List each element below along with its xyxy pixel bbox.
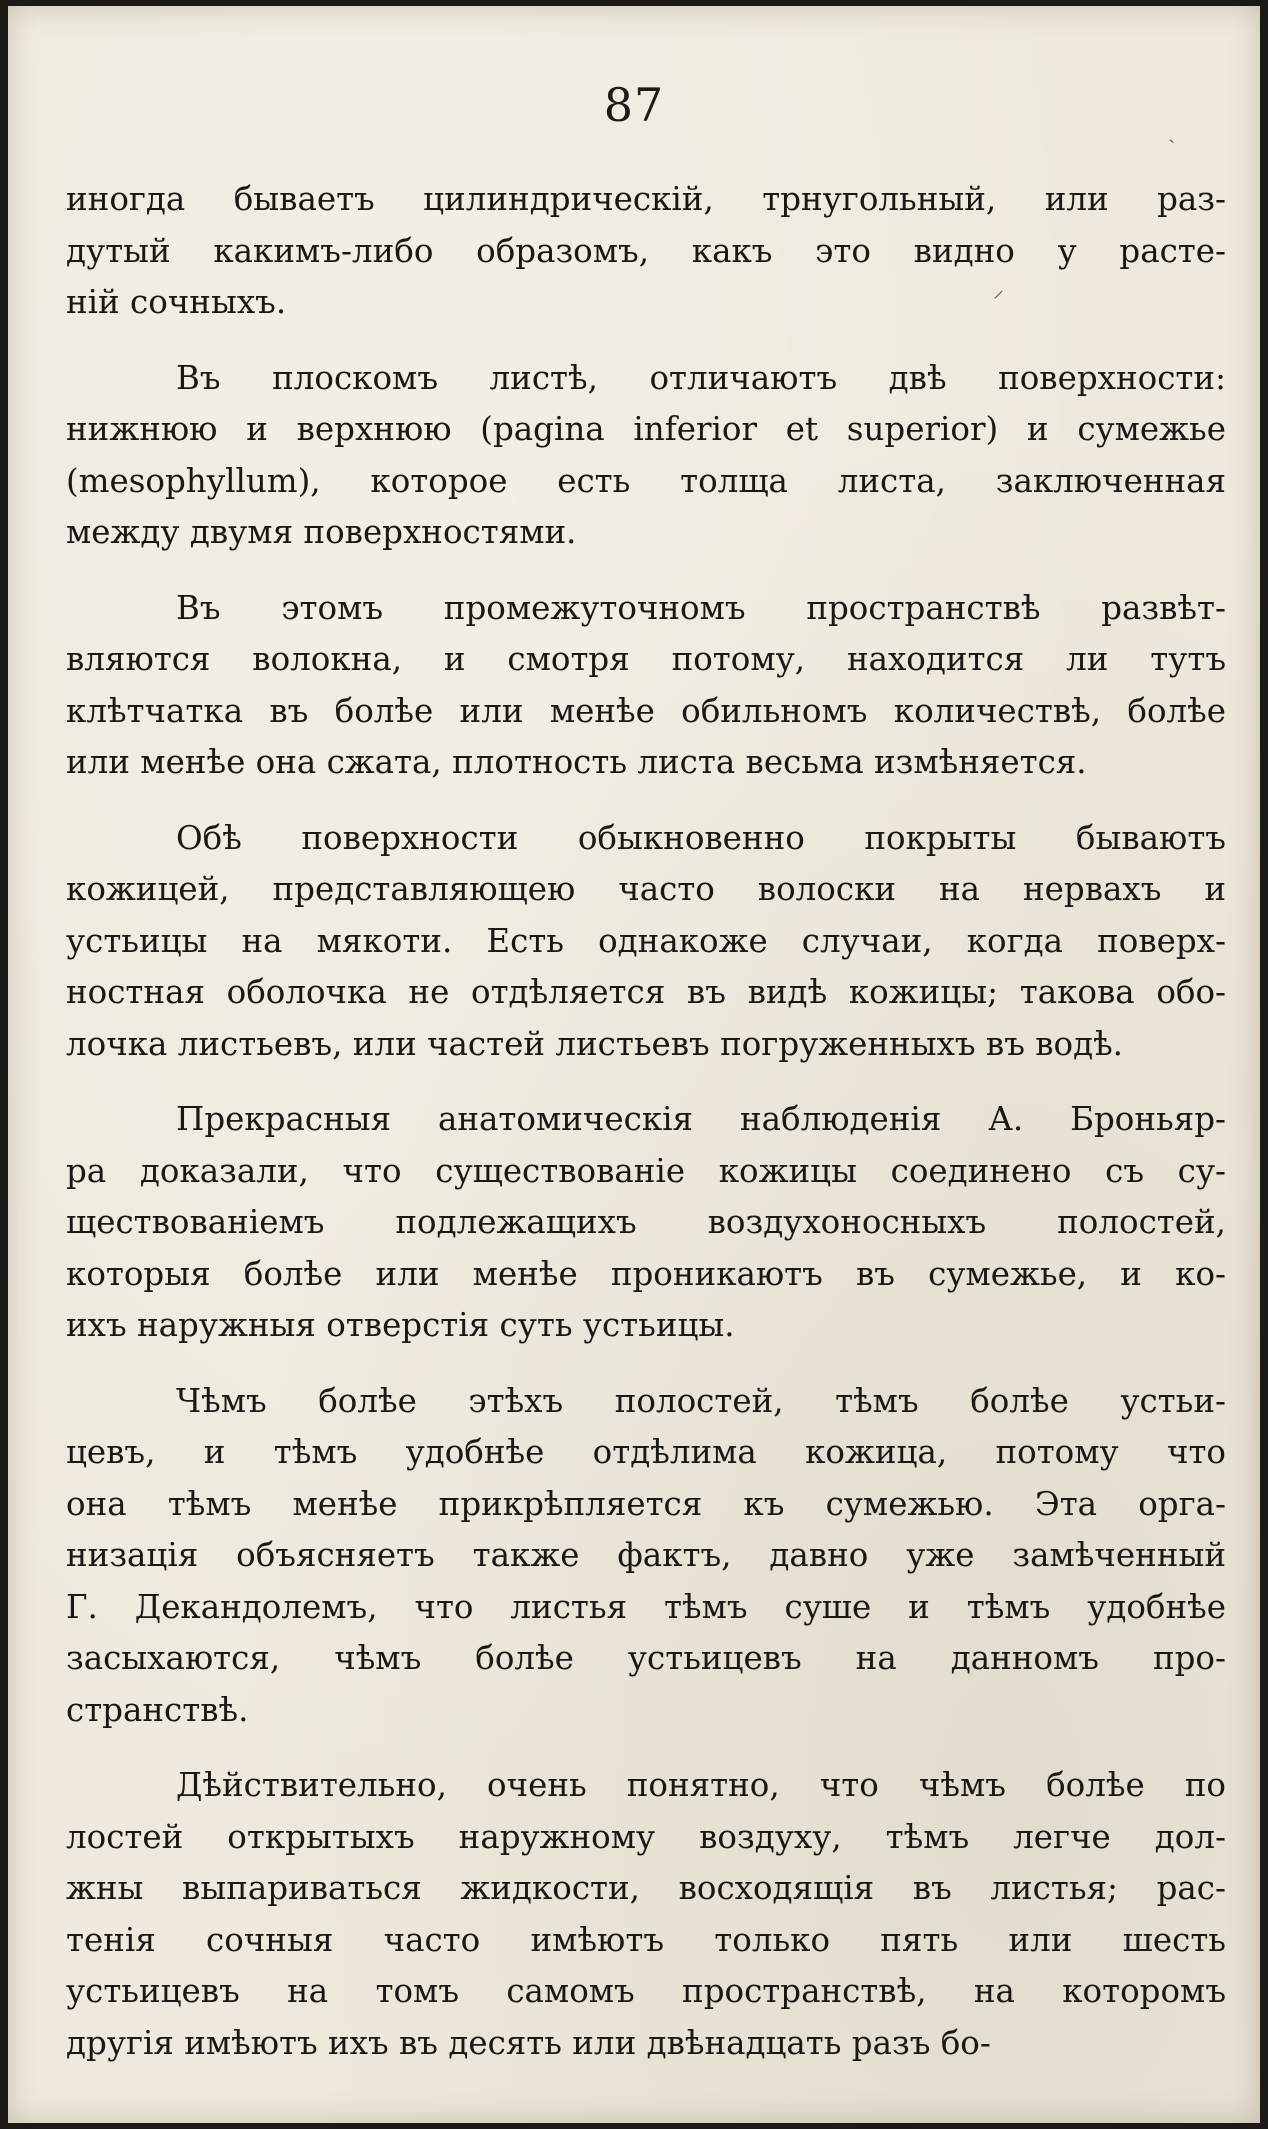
text-line: между двумя поверхностями.	[66, 513, 577, 551]
text-line: лостей открытыхъ наружному воздуху, тѣмъ легче дол-	[66, 1817, 1226, 1856]
text-line: засыхаются, чѣмъ болѣе устьицевъ на данномъ про-	[66, 1639, 1226, 1677]
text-line: ній сочныхъ.	[66, 283, 287, 321]
text-line: ихъ наружныя отверстія суть устьицы.	[66, 1306, 735, 1344]
text-line: Чѣмъ болѣе этѣхъ полостей, тѣмъ болѣе устьи-	[176, 1381, 1226, 1420]
text-line: тенія сочныя часто имѣютъ только пять или шесть	[66, 1920, 1226, 1959]
text-line: другія имѣютъ ихъ въ десять или двѣнадцать разъ бо-	[66, 2023, 991, 2062]
text-line: кожицей, представляющею часто волоски на нервахъ и	[66, 870, 1226, 908]
ink-mark: ˏ	[1168, 119, 1176, 144]
paragraph	[66, 583, 1226, 789]
paragraph	[66, 813, 1226, 1071]
text-line: или менѣе она сжата, плотность листа весьма измѣняется.	[66, 743, 1087, 781]
paragraph	[66, 174, 1226, 329]
text-line: низація объясняетъ также фактъ, давно уже замѣченный	[66, 1536, 1226, 1574]
paragraph	[66, 1094, 1226, 1352]
text-line: жны выпариваться жидкости, восходящія въ листья; рас-	[66, 1869, 1226, 1907]
ink-mark: ⸝	[993, 278, 1005, 303]
paragraph	[66, 353, 1226, 559]
text-line: ществованіемъ подлежащихъ воздухоносныхъ полостей,	[66, 1203, 1226, 1241]
text-line: лочка листьевъ, или частей листьевъ погруженныхъ въ водѣ.	[66, 1024, 1124, 1063]
text-line: Прекрасныя анатомическія наблюденія А. Броньяр-	[176, 1100, 1226, 1138]
text-line: цевъ, и тѣмъ удобнѣе отдѣлима кожица, потому что	[66, 1433, 1226, 1471]
text-line: ностная оболочка не отдѣляется въ видѣ кожицы; такова обо-	[66, 973, 1226, 1011]
text-line: ра доказали, что существованіе кожицы соединено съ су-	[66, 1151, 1226, 1190]
page-number: 87	[603, 78, 665, 132]
paragraph	[66, 1376, 1226, 1737]
text-line: устьицевъ на томъ самомъ пространствѣ, на которомъ	[66, 1972, 1226, 2010]
text-line: устьицы на мякоти. Есть однакоже случаи, когда поверх-	[66, 921, 1226, 960]
text-line: Въ плоскомъ листѣ, отличаютъ двѣ поверхности:	[176, 358, 1226, 397]
text-body	[66, 174, 1226, 2093]
text-line: Въ этомъ промежуточномъ пространствѣ развѣт-	[176, 588, 1226, 627]
text-line: вляются волокна, и смотря потому, находится ли тутъ	[66, 640, 1226, 678]
text-line: она тѣмъ менѣе прикрѣпляется къ сумежью. Эта орга-	[66, 1484, 1226, 1523]
text-line: Г. Декандолемъ, что листья тѣмъ суше и тѣмъ удобнѣе	[66, 1587, 1226, 1626]
text-line: Дѣйствительно, очень понятно, что чѣмъ болѣе по	[176, 1766, 1226, 1804]
text-line: нижнюю и верхнюю (pagina inferior et superior) и сумежье	[66, 410, 1226, 448]
text-line: клѣтчатка въ болѣе или менѣе обильномъ количествѣ, болѣе	[66, 691, 1226, 730]
text-line: странствѣ.	[66, 1690, 249, 1729]
text-line: дутый какимъ-либо образомъ, какъ это видно у расте-	[66, 231, 1226, 270]
text-line: (mesophyllum), которое есть толща листа, заключенная	[66, 461, 1226, 500]
book-page	[8, 6, 1260, 2123]
text-line: Обѣ поверхности обыкновенно покрыты бываютъ	[176, 818, 1226, 857]
paragraph	[66, 1760, 1226, 2069]
text-line: которыя болѣе или менѣе проникаютъ въ сумежье, и ко-	[66, 1254, 1226, 1293]
text-line: иногда бываетъ цилиндрическій, трнугольный, или раз-	[66, 180, 1226, 218]
